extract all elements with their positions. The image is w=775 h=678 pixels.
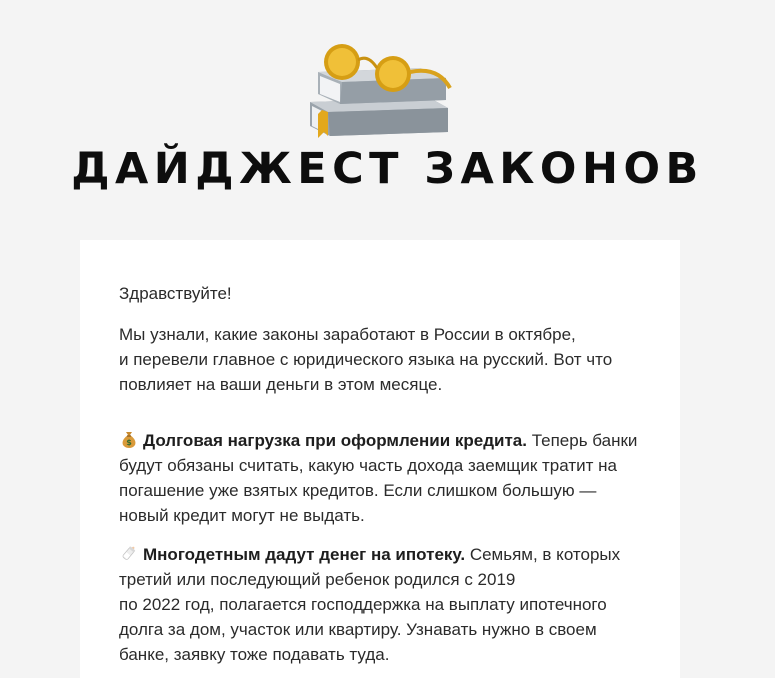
baby-bottle-icon (119, 543, 139, 563)
greeting-text: Здравствуйте! (119, 284, 232, 303)
svg-text:$: $ (126, 438, 132, 447)
intro-line-1: Мы узнали, какие законы заработают в России в октябре, (119, 325, 576, 344)
law-item-mortgage-support (119, 542, 650, 667)
intro-line-2: и перевели главное с юридического языка на русский. Вот что повлияет на ваши деньги в этом месяце. (119, 350, 613, 394)
email-body-card (80, 240, 680, 678)
email-header (0, 0, 775, 240)
books-with-sunglasses-icon (300, 40, 460, 140)
law-item-debt-load-text: Теперь банки будут обязаны считать, какую часть дохода заемщик тратит на погашение уже взятых кредитов. Если слишком большую — новый кредит могут не выдать. (119, 431, 638, 525)
law-item-debt-load (119, 428, 650, 528)
law-item-mortgage-support-text-1: Семьям, в которых третий или последующий ребенок родился с 2019 (119, 545, 621, 589)
money-bag-icon (119, 429, 139, 449)
digest-title: ДАЙДЖЕСТ ЗАКОНОВ (71, 144, 704, 194)
law-item-mortgage-support-text-2: по 2022 год, полагается господдержка на выплату ипотечного долга за дом, участок или квартиру. Узнавать нужно в своем банке, заявку тоже подавать туда. (119, 595, 607, 664)
law-item-mortgage-support-heading: Многодетным дадут денег на ипотеку. (143, 545, 466, 564)
law-item-debt-load-heading: Долговая нагрузка при оформлении кредита. (143, 431, 527, 450)
intro-paragraph (119, 322, 650, 397)
